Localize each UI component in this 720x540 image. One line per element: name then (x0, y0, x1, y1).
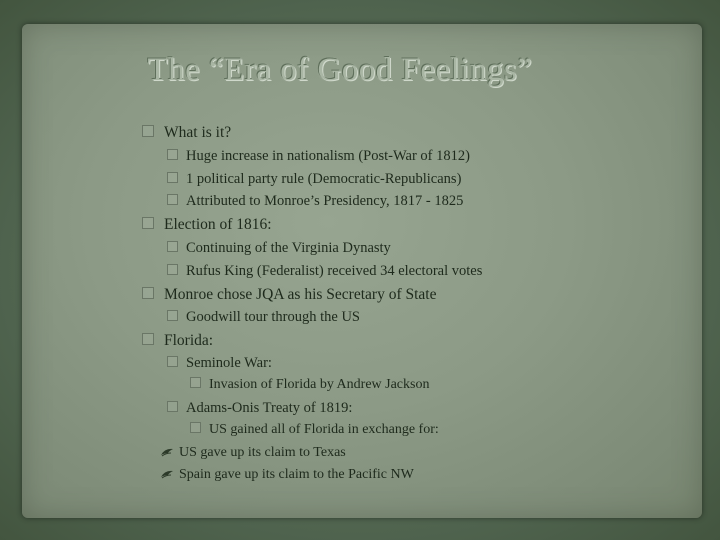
wing-bullet-icon (160, 447, 174, 457)
bullet-text: Invasion of Florida by Andrew Jackson (209, 377, 430, 392)
bullet-text: Rufus King (Federalist) received 34 electoral votes (186, 263, 483, 279)
bullet-text: What is it? (164, 124, 232, 141)
bullet-text: US gained all of Florida in exchange for: (209, 422, 439, 437)
square-bullet-icon (142, 287, 154, 299)
bullet-text: Attributed to Monroe’s Presidency, 1817 - 1825 (186, 193, 464, 209)
bullet-level2 (167, 400, 352, 417)
bullet-text: Florida: (164, 332, 214, 349)
bullet-level2 (167, 263, 482, 280)
square-bullet-icon (167, 264, 178, 275)
bullet-text: Continuing of the Virginia Dynasty (186, 240, 391, 256)
bullet-level1 (142, 124, 231, 142)
bullet-text: Huge increase in nationalism (Post-War of 1812) (186, 148, 470, 164)
square-bullet-icon (142, 217, 154, 229)
bullet-level2 (167, 193, 463, 210)
square-bullet-icon (142, 125, 154, 137)
bullet-level2 (167, 171, 461, 188)
square-bullet-icon (190, 422, 201, 433)
bullet-level4 (160, 467, 414, 483)
square-bullet-icon (167, 401, 178, 412)
square-bullet-icon (142, 333, 154, 345)
bullet-text: Election of 1816: (164, 216, 272, 233)
bullet-text: Monroe chose JQA as his Secretary of State (164, 286, 437, 303)
bullet-text: Goodwill tour through the US (186, 309, 360, 325)
square-bullet-icon (167, 310, 178, 321)
bullet-text: Spain gave up its claim to the Pacific NW (179, 467, 414, 482)
bullet-text: 1 political party rule (Democratic-Republicans) (186, 171, 462, 187)
bullet-level1 (142, 216, 272, 234)
square-bullet-icon (167, 356, 178, 367)
square-bullet-icon (167, 194, 178, 205)
bullet-level2 (167, 309, 360, 326)
bullet-level1 (142, 286, 436, 304)
bullet-level2 (167, 240, 391, 257)
square-bullet-icon (167, 172, 178, 183)
bullet-text: Seminole War: (186, 355, 272, 371)
bullet-text: US gave up its claim to Texas (179, 445, 346, 460)
bullet-level3 (190, 377, 429, 393)
bullet-level2 (167, 148, 470, 165)
square-bullet-icon (190, 377, 201, 388)
bullet-level2 (167, 355, 272, 372)
bullet-text: Adams-Onis Treaty of 1819: (186, 400, 353, 416)
square-bullet-icon (167, 241, 178, 252)
bullet-level3 (190, 422, 439, 438)
bullet-level1 (142, 332, 213, 350)
square-bullet-icon (167, 149, 178, 160)
bullet-level4 (160, 445, 346, 461)
slide-title: The “Era of Good Feelings” (147, 52, 533, 88)
wing-bullet-icon (160, 469, 174, 479)
